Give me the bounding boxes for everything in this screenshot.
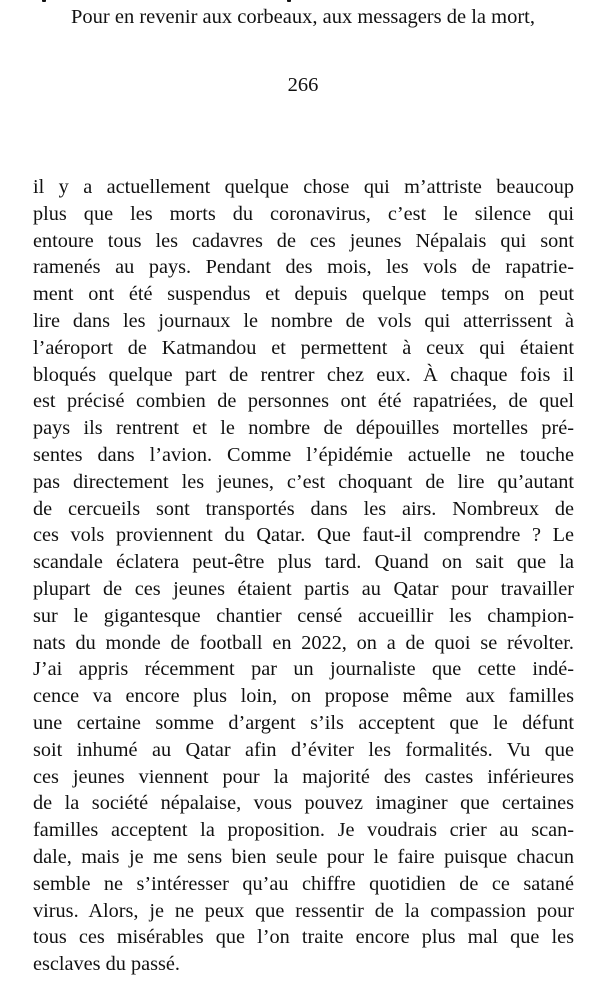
text-line: cence va encore plus loin, on propose même aux familles [33,685,574,708]
text-line: ment ont été suspendus et depuis quelque temps on peut [33,283,574,306]
text-line: familles acceptent la proposition. Je voudrais crier au scan- [33,819,574,842]
text-line: sur le gigantesque chantier censé accueillir les champion- [33,604,574,627]
text-line: sentes dans l’avion. Comme l’épidémie actuelle ne touche [33,443,574,466]
text-line: tous ces misérables que l’on traite encore plus mal que les [33,926,574,949]
text-line: pays ils rentrent et le nombre de dépouilles mortelles pré- [33,417,574,440]
text-line: ces vols proviennent du Qatar. Que faut-il comprendre ? Le [33,524,574,547]
text-line: esclaves du passé. [33,953,180,976]
header-line: Pour en revenir aux corbeaux, aux messagers de la mort, [71,6,535,28]
text-line: ces jeunes viennent pour la majorité des castes inférieures [33,765,574,788]
text-line: l’aéroport de Katmandou et permettent à ceux qui étaient [33,336,574,359]
text-line: est précisé combien de personnes ont été rapatriées, de quel [33,390,574,413]
text-line: pas directement les jeunes, c’est choquant de lire qu’autant [33,470,574,493]
text-line: semble ne s’intéresser qu’au chiffre quotidien de ce satané [33,872,574,895]
text-line: ramenés au pays. Pendant des mois, les vols de rapatrie- [33,256,574,279]
text-line: il y a actuellement quelque chose qui m’attriste beaucoup [33,176,574,198]
text-line: de cercueils sont transportés dans les airs. Nombreux de [33,497,574,520]
text-line: entoure tous les cadavres de ces jeunes Népalais qui sont [33,229,574,252]
text-line: plupart de ces jeunes étaient partis au Qatar pour travailler [33,577,574,600]
accent-mark [42,0,46,2]
text-line: une certaine somme d’argent s’ils acceptent que le défunt [33,711,574,734]
text-line: plus que les morts du coronavirus, c’est le silence qui [33,202,574,225]
accent-mark [287,0,291,2]
text-line: soit inhumé au Qatar afin d’éviter les formalités. Vu que [33,738,574,761]
text-line: J’ai appris récemment par un journaliste que cette indé- [33,658,574,681]
text-line: de la société népalaise, vous pouvez imaginer que certaines [33,792,574,815]
text-line: virus. Alors, je ne peux que ressentir de la compassion pour [33,899,574,922]
text-line: dale, mais je me sens bien seule pour le faire puisque chacun [33,845,574,868]
page-number: 266 [287,74,319,96]
body-text [33,174,574,978]
text-line: nats du monde de football en 2022, on a de quoi se révolter. [33,631,574,654]
text-line: scandale éclatera peut-être plus tard. Quand on sait que la [33,551,574,574]
text-line: bloqués quelque part de rentrer chez eux. À chaque fois il [33,363,574,386]
text-line: lire dans les journaux le nombre de vols qui atterrissent à [33,309,574,332]
